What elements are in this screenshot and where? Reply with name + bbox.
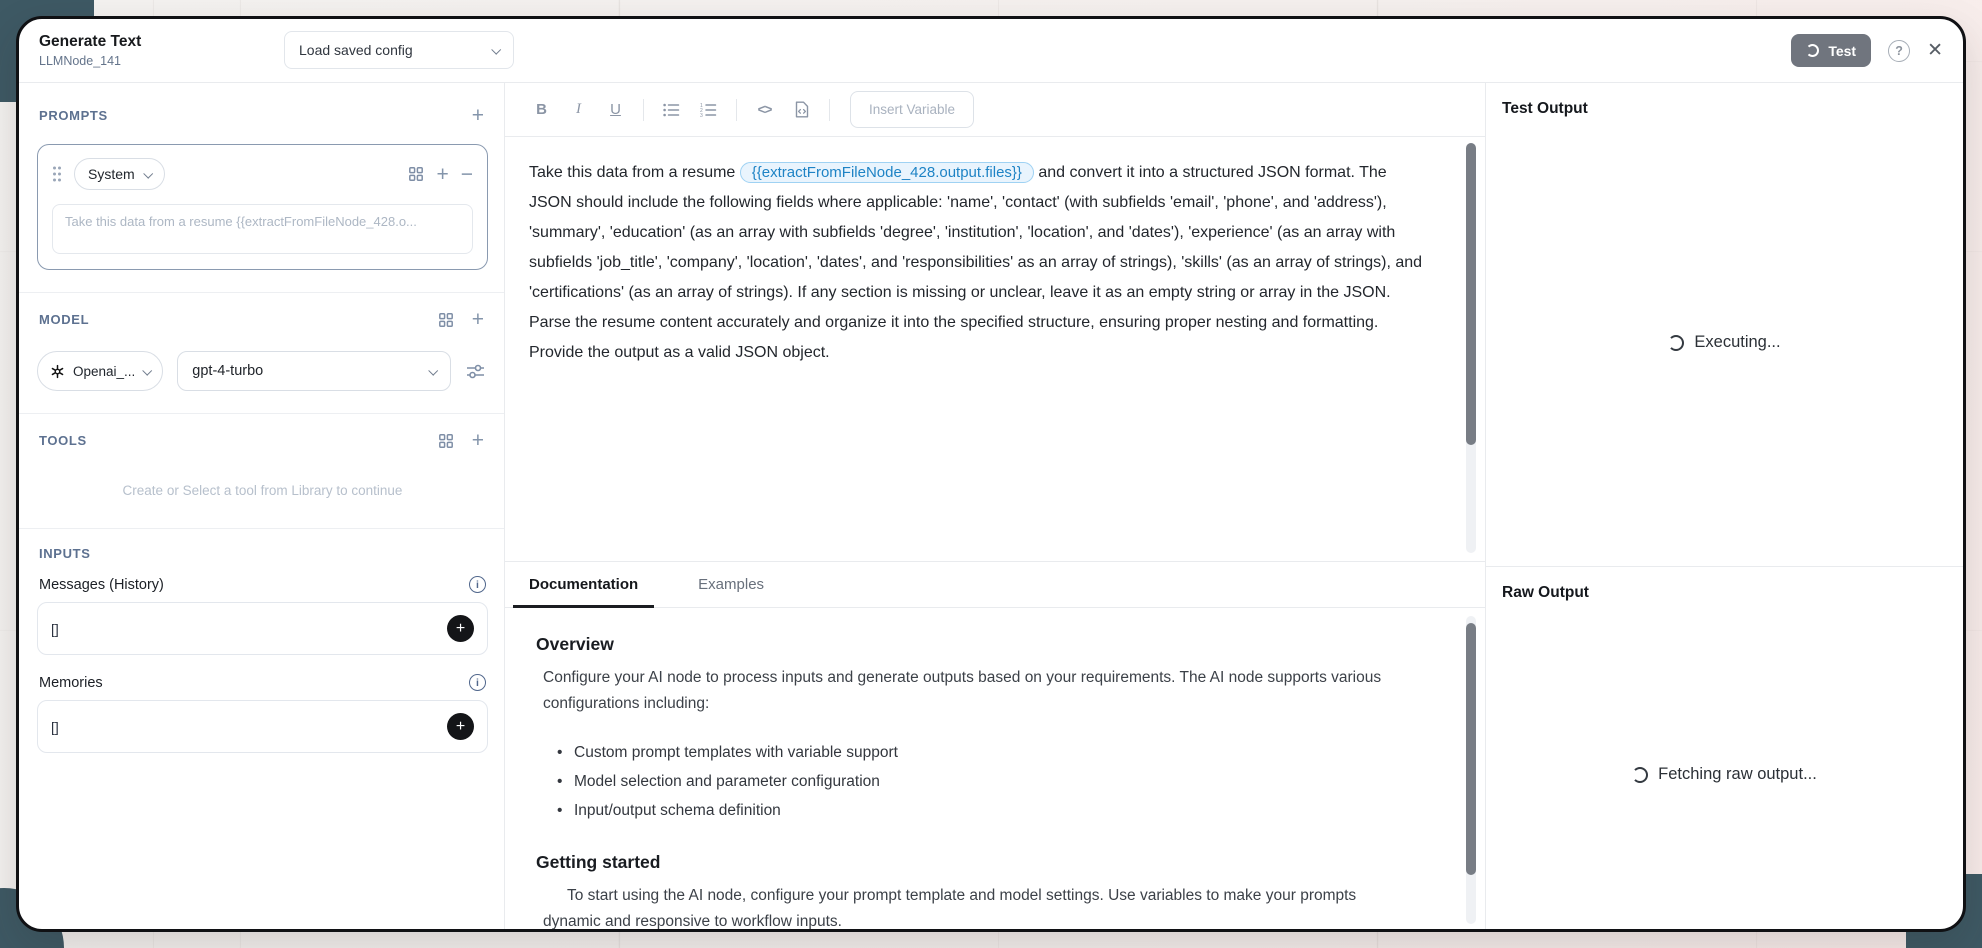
model-value: gpt-4-turbo	[192, 363, 264, 379]
tab-documentation[interactable]: Documentation	[513, 562, 654, 607]
prompt-editor-text	[505, 137, 1485, 368]
toolbar-separator	[829, 99, 830, 121]
feature-list	[557, 738, 1395, 825]
editor-scrollbar-thumb[interactable]	[1466, 143, 1476, 445]
toolbar-separator	[736, 99, 737, 121]
provider-select[interactable]	[37, 351, 163, 391]
bullet-list-icon	[663, 103, 680, 117]
spinner-icon	[1668, 335, 1684, 351]
numbered-list-icon	[700, 103, 717, 117]
close-icon[interactable]	[1927, 41, 1943, 60]
svg-text:1: 1	[700, 102, 703, 109]
grid-icon	[408, 166, 424, 182]
plus-icon: +	[455, 717, 466, 735]
list-item: • Model selection and parameter configuration	[557, 767, 1395, 796]
file-code-icon	[795, 101, 809, 118]
prompt-editor[interactable]	[505, 137, 1485, 561]
variable-chip[interactable]: {{extractFromFileNode_428.output.files}}	[740, 162, 1034, 183]
tab-examples[interactable]: Examples	[682, 562, 780, 607]
overview-heading: Overview	[536, 634, 614, 654]
spinner-icon	[1632, 767, 1648, 783]
tools-add-button[interactable]	[472, 430, 484, 451]
modal-header	[19, 19, 1963, 83]
chevron-down-icon	[143, 168, 153, 178]
memories-label: Memories	[39, 674, 103, 691]
italic-button[interactable]: I	[562, 93, 595, 126]
editor-column	[505, 83, 1485, 929]
prompt-text-before: Take this data from a resume	[529, 164, 740, 181]
prompt-grid-view-button[interactable]	[408, 166, 424, 182]
test-button[interactable]	[1791, 34, 1871, 67]
svg-text:2: 2	[700, 107, 703, 114]
node-title-block	[39, 33, 141, 68]
prompt-card-toolbar	[52, 158, 473, 190]
docs-scrollbar-track[interactable]	[1466, 616, 1476, 924]
memories-value: []	[51, 718, 59, 735]
test-output-heading: Test Output	[1502, 100, 1588, 117]
insert-variable-button[interactable]: Insert Variable	[850, 91, 974, 128]
tools-section-header	[37, 414, 488, 451]
tools-placeholder: Create or Select a tool from Library to continue	[122, 483, 403, 498]
code-file-button[interactable]	[785, 93, 818, 126]
getting-started-heading: Getting started	[536, 852, 661, 872]
fetching-status	[1486, 765, 1963, 784]
inputs-section-header	[37, 529, 488, 561]
tools-grid-view-button[interactable]	[438, 433, 454, 449]
prompt-add-button[interactable]	[436, 164, 448, 185]
docs-tabs	[505, 561, 1485, 608]
prompt-text-after: and convert it into a structured JSON format. The JSON should include the following fields where applicable: 'name', 'contact' (with subfields 'email', 'phone', and 'address'), 'summary', 'education' (as an array with subfields 'degree', 'institution', 'location', and 'dates'), 'experience' (as an array with subfields 'job_title', 'company', 'location', 'dates', and 'responsibilities' as an array of strings), 'skills' (as an array of strings), and 'certifications' (as an array of strings). If any section is missing or unclear, leave it as an empty string or array in the JSON. Parse the resume content accurately and organize it into the specified structure, ensuring proper nesting and formatting. Provide the output as a valid JSON object.	[529, 164, 1423, 361]
sliders-icon	[465, 362, 486, 381]
docs-scrollbar-thumb[interactable]	[1466, 623, 1476, 875]
chevron-down-icon	[491, 44, 501, 54]
model-row	[37, 351, 488, 391]
add-memory-button[interactable]	[447, 713, 474, 740]
drag-handle-icon[interactable]	[52, 165, 62, 183]
messages-history-row	[37, 576, 488, 593]
provider-value: Openai_...	[73, 363, 136, 379]
executing-status	[1486, 333, 1963, 352]
overview-text: Configure your AI node to process inputs and generate outputs based on your requirements. The AI node supports various configurations including:	[543, 669, 1382, 712]
modal-body	[19, 83, 1963, 929]
model-add-button[interactable]	[472, 309, 484, 330]
grid-icon	[438, 433, 454, 449]
plus-icon: +	[471, 104, 484, 127]
svg-text:3: 3	[700, 112, 703, 117]
prompts-section-header	[37, 83, 488, 126]
plus-icon: +	[471, 429, 484, 452]
memories-input[interactable]	[37, 700, 488, 753]
spinner-icon	[1806, 44, 1819, 57]
messages-history-value: []	[51, 620, 59, 637]
chevron-down-icon	[143, 365, 153, 375]
tools-label: TOOLS	[39, 433, 87, 448]
raw-output-panel	[1486, 567, 1963, 929]
add-message-button[interactable]	[447, 615, 474, 642]
add-prompt-button[interactable]	[472, 105, 484, 126]
editor-scrollbar-track[interactable]	[1466, 143, 1476, 553]
prompt-remove-button[interactable]	[461, 164, 473, 185]
help-glyph: ?	[1895, 43, 1903, 58]
getting-started-text: To start using the AI node, configure your prompt template and model settings. Use variables to make your prompts dynamic and responsive to workflow inputs.	[543, 887, 1357, 929]
load-saved-config-label: Load saved config	[299, 42, 413, 58]
prompt-card	[37, 144, 488, 270]
prompt-role-value: System	[88, 166, 135, 182]
test-output-panel	[1486, 83, 1963, 567]
prompt-role-select[interactable]	[74, 158, 165, 190]
documentation-panel	[505, 608, 1485, 929]
inputs-label: INPUTS	[39, 546, 91, 561]
model-label: MODEL	[39, 312, 90, 327]
page-title: Generate Text	[39, 33, 142, 50]
plus-icon: +	[436, 162, 449, 186]
node-config-modal	[16, 16, 1966, 932]
info-icon[interactable]: i	[469, 674, 486, 691]
model-select[interactable]	[177, 351, 451, 391]
list-item: • Input/output schema definition	[557, 796, 1395, 825]
raw-output-heading: Raw Output	[1502, 584, 1589, 601]
messages-history-input[interactable]	[37, 602, 488, 655]
chevron-down-icon	[428, 365, 438, 375]
executing-text: Executing...	[1694, 333, 1781, 351]
node-id: LLMNode_141	[39, 54, 122, 68]
numbered-list-button[interactable]	[692, 93, 725, 126]
header-actions	[1791, 34, 1943, 67]
load-saved-config-select[interactable]	[284, 31, 514, 69]
test-button-label: Test	[1828, 42, 1857, 59]
output-column	[1485, 83, 1963, 929]
close-glyph: ✕	[1927, 40, 1943, 61]
openai-logo-icon	[50, 364, 65, 379]
code-button[interactable]: <>	[748, 93, 781, 126]
plus-icon: +	[455, 619, 466, 637]
help-icon[interactable]	[1888, 40, 1910, 62]
messages-history-label: Messages (History)	[39, 576, 164, 593]
editor-toolbar	[505, 83, 1485, 137]
bullet-list-button[interactable]	[655, 93, 688, 126]
toolbar-separator	[643, 99, 644, 121]
underline-button[interactable]: U	[599, 93, 632, 126]
info-icon[interactable]: i	[469, 576, 486, 593]
fetching-text: Fetching raw output...	[1658, 765, 1817, 783]
config-sidebar	[19, 83, 505, 929]
minus-icon: −	[460, 162, 473, 186]
model-section-header	[37, 293, 488, 330]
bold-button[interactable]: B	[525, 93, 558, 126]
plus-icon: +	[471, 308, 484, 331]
memories-row	[37, 674, 488, 691]
model-settings-button[interactable]	[465, 362, 486, 381]
model-grid-view-button[interactable]	[438, 312, 454, 328]
prompt-text-input[interactable]: Take this data from a resume {{extractFromFileNode_428.o...	[52, 204, 473, 254]
grid-icon	[438, 312, 454, 328]
prompts-label: PROMPTS	[39, 108, 108, 123]
list-item: • Custom prompt templates with variable support	[557, 738, 1395, 767]
